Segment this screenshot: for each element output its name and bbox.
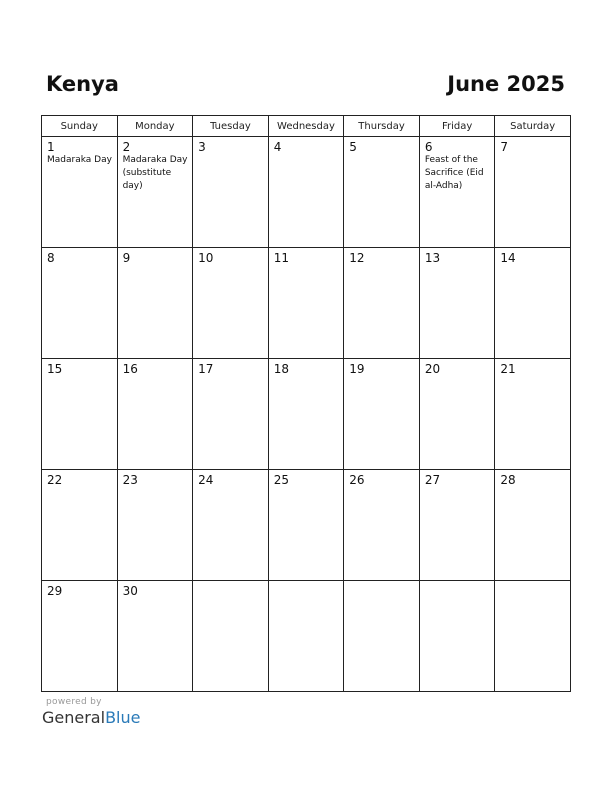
day-number [495,581,570,584]
day-number: 17 [198,362,214,376]
day-cell [419,137,495,248]
day-cell [117,359,193,470]
week-row [42,137,571,248]
day-cell [419,470,495,581]
day-number: 4 [273,140,282,154]
holiday-label: Feast of the Sacrifice (Eid al-Adha) [424,155,484,191]
day-number [193,581,268,584]
day-number: 29 [47,584,63,598]
day-cell [268,359,344,470]
day-number: 1 [47,140,55,154]
day-cell [117,470,193,581]
month-title: June 2025 [447,72,565,96]
week-row [42,359,571,470]
day-number [269,581,344,584]
day-cell [117,248,193,359]
day-number: 24 [198,473,214,487]
day-number [344,581,419,584]
weekday-monday: Monday [117,116,193,137]
day-number: 27 [424,473,441,487]
day-number: 20 [424,362,441,376]
country-title: Kenya [46,72,119,96]
holiday-label: Madaraka Day [47,155,112,165]
week-row [42,470,571,581]
weekday-sunday: Sunday [42,116,118,137]
day-number: 6 [424,140,433,154]
day-cell [495,248,571,359]
day-cell [344,359,420,470]
day-number: 9 [122,251,131,265]
day-cell [42,137,118,248]
day-cell [419,359,495,470]
day-cell [268,470,344,581]
day-cell [268,248,344,359]
day-number: 26 [349,473,365,487]
day-cell [193,248,269,359]
day-cell [42,248,118,359]
holiday-label: Madaraka Day (substitute day) [122,155,188,191]
day-number: 14 [500,251,516,265]
day-cell [117,137,193,248]
day-number: 12 [349,251,365,265]
day-number: 2 [122,140,131,154]
day-cell [495,470,571,581]
day-cell [193,581,269,692]
day-cell [419,581,495,692]
day-number: 19 [349,362,365,376]
brand-general: General [42,708,106,727]
day-number: 11 [273,251,289,265]
day-cell [495,581,571,692]
day-cell [344,470,420,581]
calendar-grid [41,115,571,692]
day-number: 23 [122,473,138,487]
day-cell [193,359,269,470]
day-number: 25 [273,473,289,487]
day-cell [495,359,571,470]
day-cell [42,359,118,470]
day-cell [193,137,269,248]
day-number: 18 [273,362,289,376]
weekday-header-row [42,116,571,137]
weekday-wednesday: Wednesday [268,116,344,137]
day-number: 13 [424,251,441,265]
day-cell [117,581,193,692]
day-number: 5 [349,140,357,154]
day-number: 22 [47,473,63,487]
day-number: 10 [198,251,214,265]
day-cell [42,581,118,692]
day-number: 7 [500,140,509,154]
day-cell [419,248,495,359]
day-number: 3 [198,140,206,154]
day-number: 30 [122,584,138,598]
day-number: 21 [500,362,516,376]
day-cell [42,470,118,581]
week-row [42,581,571,692]
day-number: 8 [47,251,55,265]
weekday-tuesday: Tuesday [193,116,269,137]
day-cell [344,137,420,248]
day-cell [495,137,571,248]
day-number: 16 [122,362,138,376]
day-cell [344,581,420,692]
weekday-saturday: Saturday [495,116,571,137]
day-number: 28 [500,473,516,487]
weekday-thursday: Thursday [344,116,420,137]
generalblue-logo[interactable] [42,708,140,728]
day-cell [344,248,420,359]
day-cell [268,137,344,248]
weekday-friday: Friday [419,116,495,137]
day-number: 15 [47,362,63,376]
week-row [42,248,571,359]
powered-by-label: powered by [46,697,102,707]
day-number [420,581,495,584]
day-cell [193,470,269,581]
brand-blue: Blue [105,708,141,727]
day-cell [268,581,344,692]
